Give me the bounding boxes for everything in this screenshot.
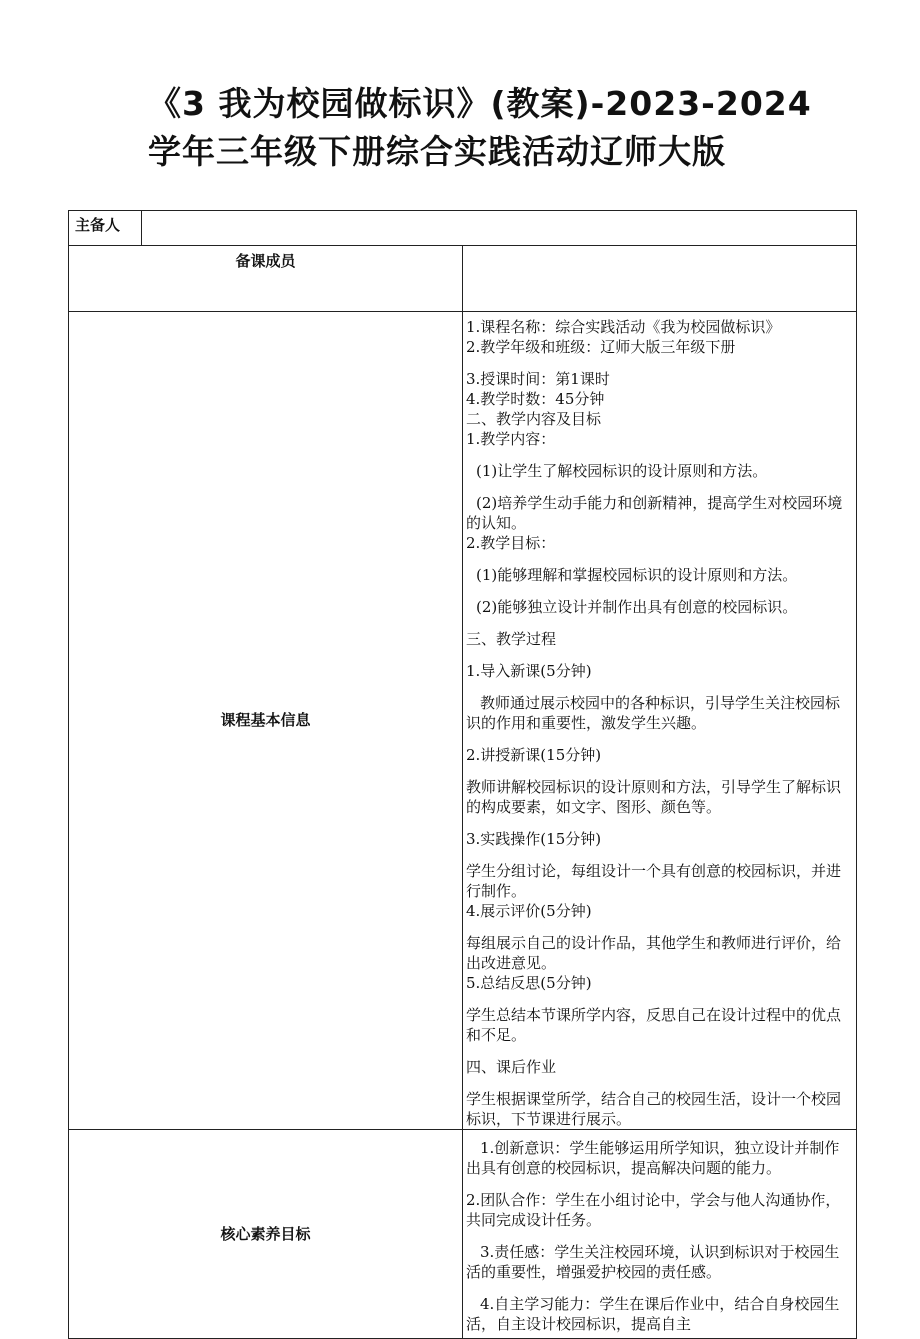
info-line: 教师讲解校园标识的设计原则和方法，引导学生了解标识的构成要素，如文字、图形、颜色等。 <box>466 778 842 816</box>
core-line: 4.自主学习能力：学生在课后作业中，结合自身校园生活，自主设计校园标识，提高自主 <box>466 1295 840 1333</box>
info-line: (2)能够独立设计并制作出具有创意的校园标识。 <box>476 598 798 616</box>
core-label: 核心素养目标 <box>69 1130 463 1339</box>
info-line: 4.教学时数：45分钟 <box>466 390 605 408</box>
info-line: 2.讲授新课(15分钟) <box>466 746 602 764</box>
info-line: 学生分组讨论，每组设计一个具有创意的校园标识，并进行制作。 <box>466 862 842 900</box>
core-line: 1.创新意识：学生能够运用所学知识，独立设计并制作出具有创意的校园标识，提高解决问题的能力。 <box>466 1139 840 1177</box>
core-row <box>69 1130 857 1339</box>
info-line: 1.教学内容： <box>466 430 556 448</box>
members-value <box>463 246 857 312</box>
core-line: 2.团队合作：学生在小组讨论中，学会与他人沟通协作，共同完成设计任务。 <box>466 1191 841 1229</box>
lead-label: 主备人 <box>69 211 142 245</box>
info-line: 3.实践操作(15分钟) <box>466 830 602 848</box>
core-line: 3.责任感：学生关注校园环境，认识到标识对于校园生活的重要性，增强爱护校园的责任感。 <box>466 1243 840 1281</box>
info-line: (1)能够理解和掌握校园标识的设计原则和方法。 <box>476 566 798 584</box>
members-label: 备课成员 <box>69 246 463 312</box>
info-line: 教师通过展示校园中的各种标识，引导学生关注校园标识的作用和重要性，激发学生兴趣。 <box>466 694 841 732</box>
info-line: 1.导入新课(5分钟) <box>466 662 592 680</box>
document-title <box>148 80 848 176</box>
title-line-1: 《3 我为校园做标识》(教案)-2023-2024 <box>148 84 812 123</box>
lesson-plan-table <box>68 210 857 1339</box>
info-content <box>463 312 857 1130</box>
info-line: 三、教学过程 <box>466 630 557 648</box>
info-line: 1.课程名称：综合实践活动《我为校园做标识》 <box>466 318 781 336</box>
info-line: 3.授课时间：第1课时 <box>466 370 610 388</box>
members-row <box>69 246 857 312</box>
info-line: 2.教学目标： <box>466 534 556 552</box>
info-label: 课程基本信息 <box>69 312 463 1130</box>
info-line: 学生总结本节课所学内容，反思自己在设计过程中的优点和不足。 <box>466 1006 842 1044</box>
info-line: 2.教学年级和班级：辽师大版三年级下册 <box>466 338 736 356</box>
info-line: 5.总结反思(5分钟) <box>466 974 592 992</box>
info-line: 学生根据课堂所学，结合自己的校园生活，设计一个校园标识，下节课进行展示。 <box>466 1090 842 1128</box>
title-line-2: 学年三年级下册综合实践活动辽师大版 <box>148 132 726 171</box>
core-content <box>463 1130 857 1339</box>
info-line: 每组展示自己的设计作品，其他学生和教师进行评价，给出改进意见。 <box>466 934 842 972</box>
info-line: (1)让学生了解校园标识的设计原则和方法。 <box>476 462 768 480</box>
lead-row <box>69 211 857 246</box>
info-line: 4.展示评价(5分钟) <box>466 902 592 920</box>
info-line: (2)培养学生动手能力和创新精神，提高学生对校园环境的认知。 <box>466 494 843 532</box>
info-row <box>69 312 857 1130</box>
info-line: 二、教学内容及目标 <box>466 410 602 428</box>
info-line: 四、课后作业 <box>466 1058 557 1076</box>
